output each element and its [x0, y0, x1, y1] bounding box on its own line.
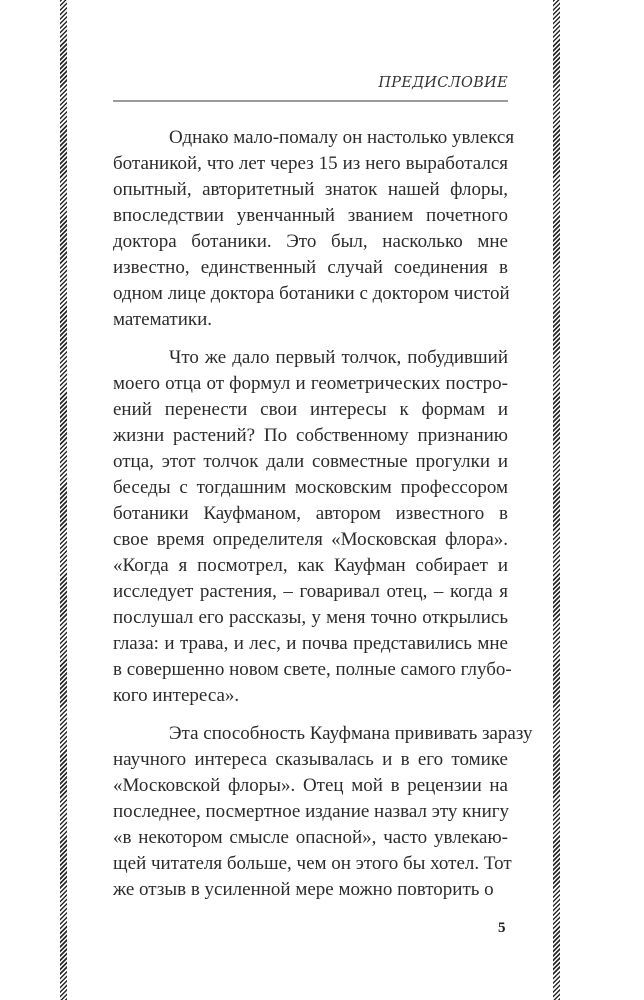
text-line: беседы с тогдашним московским профессором [113, 477, 508, 498]
paragraph-2 [113, 345, 512, 709]
text-line: Эта способность Кауфмана прививать заразу [169, 723, 533, 744]
page-number: 5 [498, 920, 506, 936]
text-line: «в некотором смысле опасной», часто увлекаю- [113, 827, 508, 848]
text-line: моего отца от формул и геометрических постро- [113, 373, 508, 394]
text-line: послушал его рассказы, у меня точно открылись [113, 607, 508, 628]
text-line: одном лице доктора ботаники с доктором чистой [113, 283, 510, 304]
text-line: доктора ботаники. Это был, насколько мне [113, 231, 508, 252]
text-line: научного интереса сказывалась и в его томике [113, 749, 508, 770]
text-line: «Московской флоры». Отец мой в рецензии на [113, 775, 508, 796]
page-body [113, 125, 533, 915]
text-line: последнее, посмертное издание назвал эту книгу [113, 801, 510, 822]
text-line: известно, единственный случай соединения в [113, 257, 508, 278]
text-line: в совершенно новом свете, полные самого глубо- [113, 659, 512, 680]
text-line: свое время определителя «Московская флора». [113, 529, 508, 550]
text-line: исследует растения, – говаривал отец, – когда я [113, 581, 508, 602]
running-header-title: ПРЕДИСЛОВИЕ [378, 75, 508, 91]
text-line: математики. [113, 309, 213, 330]
text-line: кого интереса». [113, 685, 240, 706]
text-line: «Когда я посмотрел, как Кауфман собирает и [113, 555, 508, 576]
header-rule [113, 100, 508, 102]
text-line: Однако мало-помалу он настолько увлекся [169, 127, 515, 148]
text-line: ений перенести свои интересы к формам и [113, 399, 508, 420]
left-decorative-border [60, 0, 67, 1000]
text-line: ботаники Кауфманом, автором известного в [113, 503, 508, 524]
text-line: впоследствии увенчанный званием почетного [113, 205, 508, 226]
text-line: глаза: и трава, и лес, и почва представились мне [113, 633, 508, 654]
right-decorative-border [553, 0, 560, 1000]
paragraph-1 [113, 125, 515, 333]
text-line: щей читателя больше, чем он этого бы хотел. Тот [113, 853, 512, 874]
text-line: же отзыв в усиленной мере можно повторить о [113, 879, 494, 900]
text-line: ботаникой, что лет через 15 из него выработался [113, 153, 508, 174]
text-line: опытный, авторитетный знаток нашей флоры, [113, 179, 508, 200]
text-line: отца, этот толчок дали совместные прогулки и [113, 451, 508, 472]
text-line: Что же дало первый толчок, побудивший [169, 347, 508, 368]
text-line: жизни растений? По собственному признанию [113, 425, 508, 446]
paragraph-3 [113, 721, 533, 903]
